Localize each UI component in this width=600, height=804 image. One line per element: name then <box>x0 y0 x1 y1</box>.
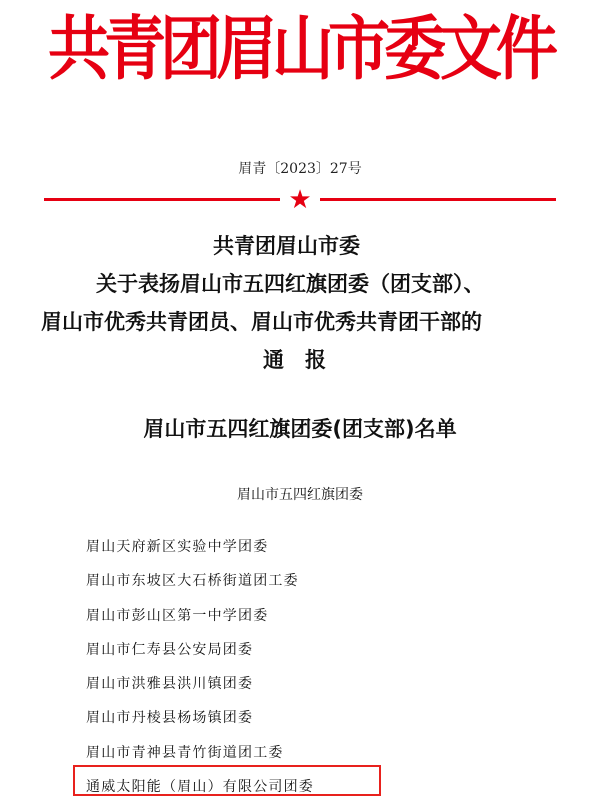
divider-line-left <box>44 198 280 201</box>
notice-issuer: 共青团眉山市委 <box>213 234 360 258</box>
list-item: 眉山市青神县青竹街道团工委 <box>86 744 284 761</box>
notice-title-line-2: 眉山市优秀共青团员、眉山市优秀共青团干部的 <box>41 310 482 334</box>
organization-list <box>86 530 314 804</box>
list-title: 眉山市五四红旗团委(团支部)名单 <box>143 417 457 441</box>
document-masthead: 共青团眉山市委文件 <box>47 7 552 90</box>
list-item: 眉山市洪雅县洪川镇团委 <box>86 676 254 693</box>
highlight-box <box>73 765 381 796</box>
list-item: 眉山市东坡区大石桥街道团工委 <box>86 573 299 590</box>
list-item: 通威太阳能（眉山）有限公司团委 <box>86 779 314 796</box>
list-item: 眉山市丹棱县杨场镇团委 <box>86 710 254 727</box>
list-item: 眉山天府新区实验中学团委 <box>86 539 269 555</box>
divider-line-right <box>320 198 556 201</box>
red-divider <box>44 185 556 215</box>
notice-title-line-3: 通 报 <box>263 348 326 372</box>
section-heading: 眉山市五四红旗团委 <box>237 487 363 503</box>
document-number: 眉青〔2023〕27号 <box>238 161 362 177</box>
list-item: 眉山市彭山区第一中学团委 <box>86 607 269 624</box>
list-item: 眉山市仁寿县公安局团委 <box>86 641 254 658</box>
notice-title-line-1: 关于表扬眉山市五四红旗团委（团支部）、 <box>96 272 485 296</box>
star-icon: ★ <box>288 185 312 215</box>
